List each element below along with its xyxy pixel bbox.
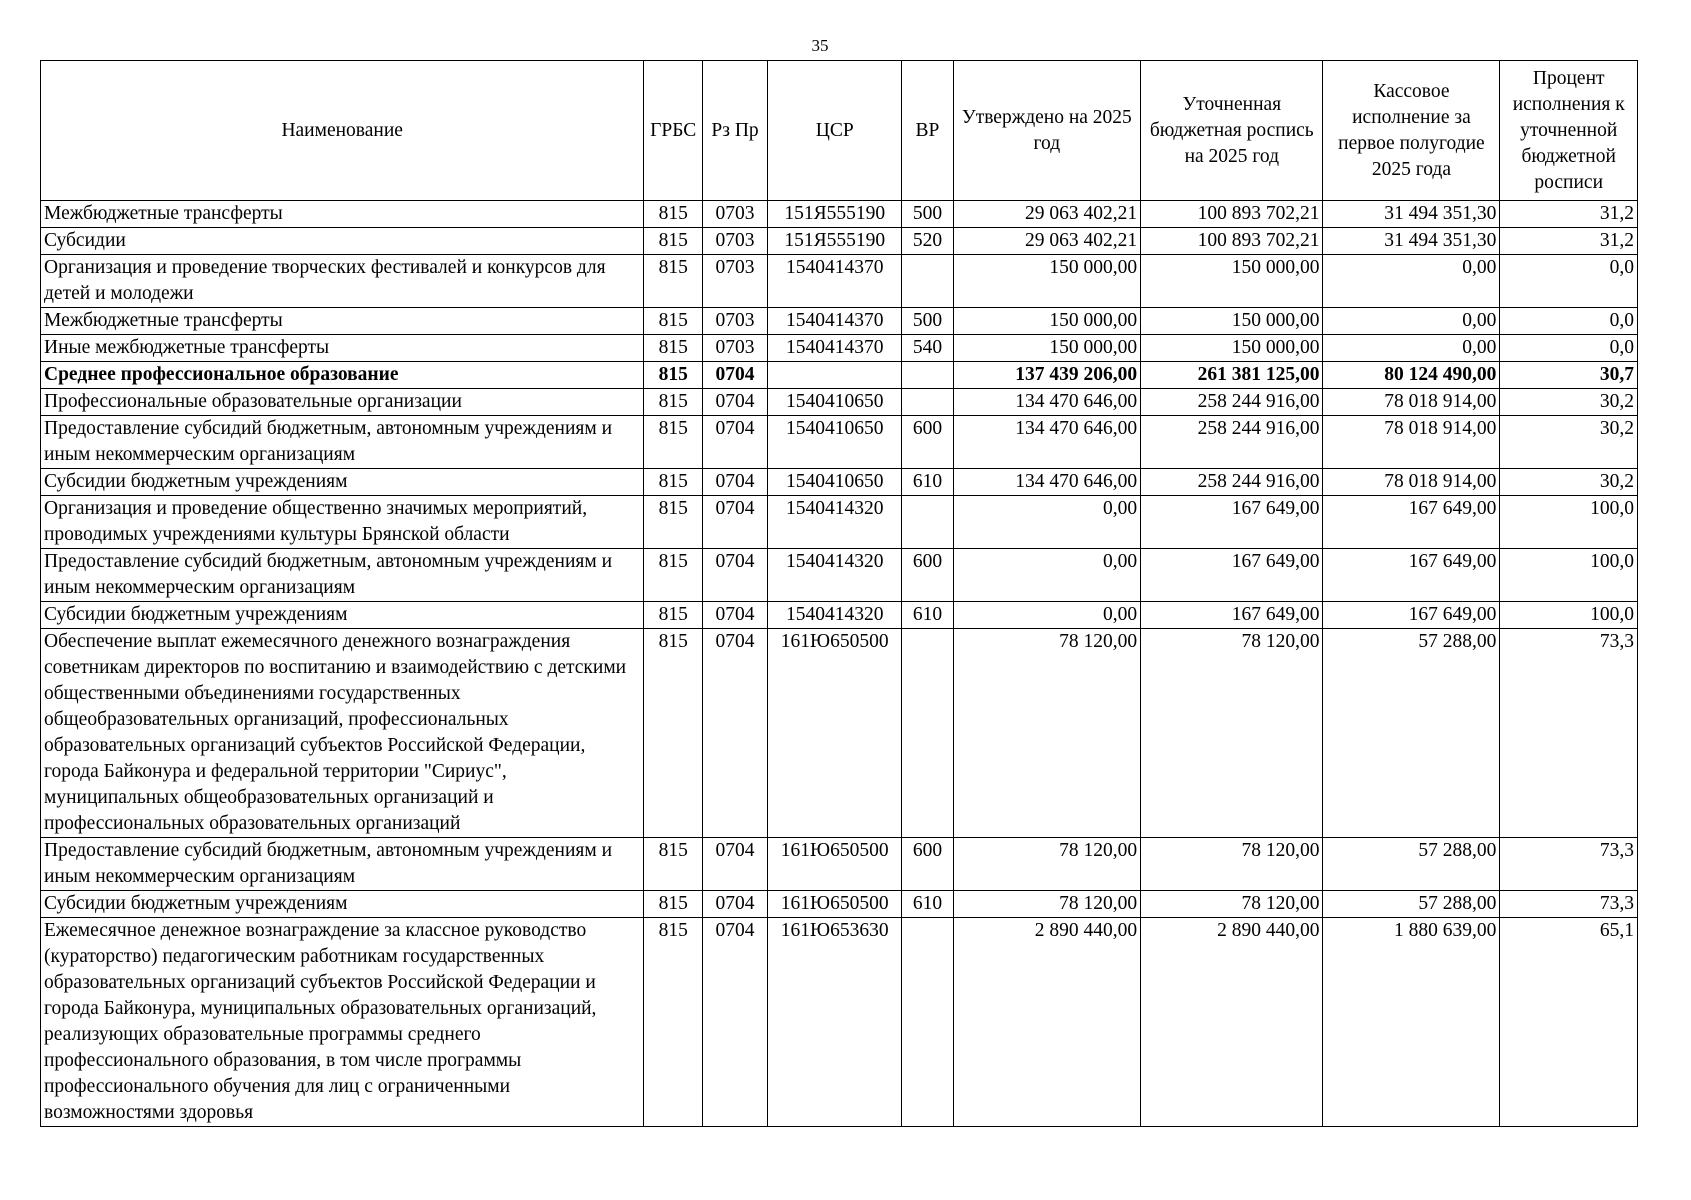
header-refined: Уточненная бюджетная роспись на 2025 год: [1141, 61, 1323, 201]
cell-refined: 150 000,00: [1141, 335, 1323, 362]
header-vr: ВР: [902, 61, 953, 201]
cell-vr: 610: [902, 891, 953, 918]
header-csr: ЦСР: [768, 61, 902, 201]
cell-approved: 0,00: [953, 602, 1141, 629]
cell-grbs: 815: [644, 918, 703, 1127]
cell-name: Ежемесячное денежное вознаграждение за классное руководство (кураторство) педагогическим работникам государственных образовательных организаций субъектов Российской Федерации и города Байконура, муниципальных образовательных организаций, реализующих образовательные программы среднего профессионального образования, в том числе программы профессионального обучения для лиц с ограниченными возможностями здоровья: [41, 918, 644, 1127]
cell-cash: 80 124 490,00: [1323, 362, 1500, 389]
cell-name: Организация и проведение творческих фестивалей и конкурсов для детей и молодежи: [41, 255, 644, 308]
cell-vr: [902, 389, 953, 416]
cell-approved: 29 063 402,21: [953, 228, 1141, 255]
cell-refined: 150 000,00: [1141, 308, 1323, 335]
cell-percent: 73,3: [1500, 838, 1638, 891]
table-row: [41, 496, 1638, 549]
header-approved: Утверждено на 2025 год: [953, 61, 1141, 201]
header-cash: Кассовое исполнение за первое полугодие 2025 года: [1323, 61, 1500, 201]
cell-refined: 100 893 702,21: [1141, 201, 1323, 228]
table-row: [41, 308, 1638, 335]
cell-cash: 167 649,00: [1323, 549, 1500, 602]
cell-name: Обеспечение выплат ежемесячного денежного вознаграждения советникам директоров по воспитанию и взаимодействию с детскими общественными объединениями государственных общеобразовательных организаций, профессиональных образовательных организаций субъектов Российской Федерации, города Байконура и федеральной территории "Сириус", муниципальных общеобразовательных организаций и профессиональных образовательных организаций: [41, 629, 644, 838]
table-row: [41, 228, 1638, 255]
cell-approved: 137 439 206,00: [953, 362, 1141, 389]
cell-cash: 57 288,00: [1323, 629, 1500, 838]
cell-cash: 0,00: [1323, 308, 1500, 335]
table-row: [41, 629, 1638, 838]
budget-execution-table: [40, 60, 1638, 1127]
cell-csr: 1540414370: [768, 255, 902, 308]
cell-cash: 57 288,00: [1323, 891, 1500, 918]
cell-cash: 0,00: [1323, 335, 1500, 362]
cell-rzpr: 0703: [703, 308, 768, 335]
cell-refined: 150 000,00: [1141, 255, 1323, 308]
table-header-row: [41, 61, 1638, 201]
cell-rzpr: 0704: [703, 362, 768, 389]
cell-rzpr: 0704: [703, 918, 768, 1127]
cell-percent: 31,2: [1500, 228, 1638, 255]
table-row-section-total: [41, 362, 1638, 389]
cell-grbs: 815: [644, 228, 703, 255]
cell-refined: 78 120,00: [1141, 629, 1323, 838]
cell-grbs: 815: [644, 549, 703, 602]
cell-percent: 0,0: [1500, 308, 1638, 335]
cell-refined: 258 244 916,00: [1141, 469, 1323, 496]
cell-approved: 134 470 646,00: [953, 389, 1141, 416]
cell-approved: 2 890 440,00: [953, 918, 1141, 1127]
cell-grbs: 815: [644, 629, 703, 838]
cell-rzpr: 0704: [703, 602, 768, 629]
cell-name: Предоставление субсидий бюджетным, автономным учреждениям и иным некоммерческим организациям: [41, 549, 644, 602]
cell-csr: 1540414320: [768, 496, 902, 549]
cell-refined: 258 244 916,00: [1141, 416, 1323, 469]
cell-name: Субсидии бюджетным учреждениям: [41, 469, 644, 496]
cell-percent: 100,0: [1500, 602, 1638, 629]
cell-cash: 78 018 914,00: [1323, 416, 1500, 469]
header-name: Наименование: [41, 61, 644, 201]
cell-approved: 150 000,00: [953, 255, 1141, 308]
cell-vr: [902, 255, 953, 308]
cell-approved: 0,00: [953, 549, 1141, 602]
cell-refined: 167 649,00: [1141, 496, 1323, 549]
cell-percent: 30,2: [1500, 389, 1638, 416]
cell-csr: 1540410650: [768, 389, 902, 416]
cell-refined: 100 893 702,21: [1141, 228, 1323, 255]
cell-rzpr: 0703: [703, 255, 768, 308]
cell-approved: 29 063 402,21: [953, 201, 1141, 228]
cell-vr: [902, 362, 953, 389]
cell-vr: 600: [902, 838, 953, 891]
cell-csr: 1540414370: [768, 335, 902, 362]
cell-csr: 151Я555190: [768, 201, 902, 228]
cell-name: Профессиональные образовательные организации: [41, 389, 644, 416]
cell-name: Субсидии: [41, 228, 644, 255]
cell-vr: 540: [902, 335, 953, 362]
cell-percent: 100,0: [1500, 496, 1638, 549]
cell-name: Субсидии бюджетным учреждениям: [41, 891, 644, 918]
cell-vr: 520: [902, 228, 953, 255]
cell-csr: 161Ю650500: [768, 838, 902, 891]
cell-vr: 610: [902, 602, 953, 629]
cell-cash: 167 649,00: [1323, 602, 1500, 629]
cell-approved: 78 120,00: [953, 838, 1141, 891]
cell-csr: 161Ю653630: [768, 918, 902, 1127]
cell-vr: 600: [902, 549, 953, 602]
cell-grbs: 815: [644, 496, 703, 549]
cell-cash: 78 018 914,00: [1323, 469, 1500, 496]
cell-rzpr: 0704: [703, 838, 768, 891]
cell-approved: 134 470 646,00: [953, 416, 1141, 469]
cell-name: Субсидии бюджетным учреждениям: [41, 602, 644, 629]
cell-cash: 57 288,00: [1323, 838, 1500, 891]
table-row: [41, 255, 1638, 308]
cell-refined: 78 120,00: [1141, 891, 1323, 918]
cell-cash: 167 649,00: [1323, 496, 1500, 549]
cell-rzpr: 0704: [703, 496, 768, 549]
table-row: [41, 838, 1638, 891]
cell-rzpr: 0704: [703, 629, 768, 838]
cell-csr: 1540414320: [768, 549, 902, 602]
cell-cash: 78 018 914,00: [1323, 389, 1500, 416]
page-number: 35: [811, 36, 829, 55]
cell-name: Среднее профессиональное образование: [41, 362, 644, 389]
cell-grbs: 815: [644, 389, 703, 416]
header-rzpr: Рз Пр: [703, 61, 768, 201]
cell-csr: [768, 362, 902, 389]
cell-grbs: 815: [644, 891, 703, 918]
cell-csr: 1540410650: [768, 469, 902, 496]
cell-grbs: 815: [644, 602, 703, 629]
cell-csr: 1540414370: [768, 308, 902, 335]
cell-csr: 161Ю650500: [768, 891, 902, 918]
cell-percent: 30,2: [1500, 469, 1638, 496]
cell-approved: 0,00: [953, 496, 1141, 549]
cell-grbs: 815: [644, 335, 703, 362]
table-row: [41, 416, 1638, 469]
cell-grbs: 815: [644, 416, 703, 469]
cell-rzpr: 0703: [703, 228, 768, 255]
cell-grbs: 815: [644, 308, 703, 335]
cell-percent: 73,3: [1500, 629, 1638, 838]
table-row: [41, 469, 1638, 496]
cell-vr: [902, 496, 953, 549]
cell-refined: 258 244 916,00: [1141, 389, 1323, 416]
cell-grbs: 815: [644, 201, 703, 228]
cell-name: Иные межбюджетные трансферты: [41, 335, 644, 362]
cell-cash: 0,00: [1323, 255, 1500, 308]
cell-csr: 1540410650: [768, 416, 902, 469]
cell-refined: 78 120,00: [1141, 838, 1323, 891]
cell-name: Межбюджетные трансферты: [41, 308, 644, 335]
header-percent: Процент исполнения к уточненной бюджетной росписи: [1500, 61, 1638, 201]
cell-percent: 0,0: [1500, 335, 1638, 362]
cell-grbs: 815: [644, 362, 703, 389]
cell-percent: 31,2: [1500, 201, 1638, 228]
cell-rzpr: 0704: [703, 416, 768, 469]
table-row: [41, 335, 1638, 362]
cell-grbs: 815: [644, 255, 703, 308]
cell-csr: 151Я555190: [768, 228, 902, 255]
table-row: [41, 891, 1638, 918]
cell-cash: 31 494 351,30: [1323, 201, 1500, 228]
cell-vr: 610: [902, 469, 953, 496]
cell-vr: 600: [902, 416, 953, 469]
cell-rzpr: 0704: [703, 891, 768, 918]
table-row: [41, 389, 1638, 416]
cell-approved: 78 120,00: [953, 891, 1141, 918]
header-grbs: ГРБС: [644, 61, 703, 201]
cell-cash: 31 494 351,30: [1323, 228, 1500, 255]
cell-approved: 150 000,00: [953, 335, 1141, 362]
table-row: [41, 918, 1638, 1127]
cell-grbs: 815: [644, 838, 703, 891]
table-row: [41, 201, 1638, 228]
table-row: [41, 602, 1638, 629]
cell-name: Межбюджетные трансферты: [41, 201, 644, 228]
cell-cash: 1 880 639,00: [1323, 918, 1500, 1127]
cell-rzpr: 0704: [703, 469, 768, 496]
cell-percent: 100,0: [1500, 549, 1638, 602]
cell-name: Организация и проведение общественно значимых мероприятий, проводимых учреждениями культуры Брянской области: [41, 496, 644, 549]
cell-name: Предоставление субсидий бюджетным, автономным учреждениям и иным некоммерческим организациям: [41, 416, 644, 469]
cell-rzpr: 0703: [703, 335, 768, 362]
cell-percent: 73,3: [1500, 891, 1638, 918]
cell-name: Предоставление субсидий бюджетным, автономным учреждениям и иным некоммерческим организациям: [41, 838, 644, 891]
cell-refined: 261 381 125,00: [1141, 362, 1323, 389]
cell-csr: 161Ю650500: [768, 629, 902, 838]
table-row: [41, 549, 1638, 602]
cell-rzpr: 0704: [703, 389, 768, 416]
cell-vr: 500: [902, 201, 953, 228]
cell-csr: 1540414320: [768, 602, 902, 629]
cell-percent: 65,1: [1500, 918, 1638, 1127]
cell-vr: [902, 629, 953, 838]
cell-approved: 78 120,00: [953, 629, 1141, 838]
cell-grbs: 815: [644, 469, 703, 496]
cell-percent: 30,7: [1500, 362, 1638, 389]
cell-vr: 500: [902, 308, 953, 335]
cell-rzpr: 0703: [703, 201, 768, 228]
cell-vr: [902, 918, 953, 1127]
cell-percent: 30,2: [1500, 416, 1638, 469]
cell-percent: 0,0: [1500, 255, 1638, 308]
cell-rzpr: 0704: [703, 549, 768, 602]
cell-approved: 150 000,00: [953, 308, 1141, 335]
cell-refined: 167 649,00: [1141, 602, 1323, 629]
cell-refined: 167 649,00: [1141, 549, 1323, 602]
cell-approved: 134 470 646,00: [953, 469, 1141, 496]
cell-refined: 2 890 440,00: [1141, 918, 1323, 1127]
